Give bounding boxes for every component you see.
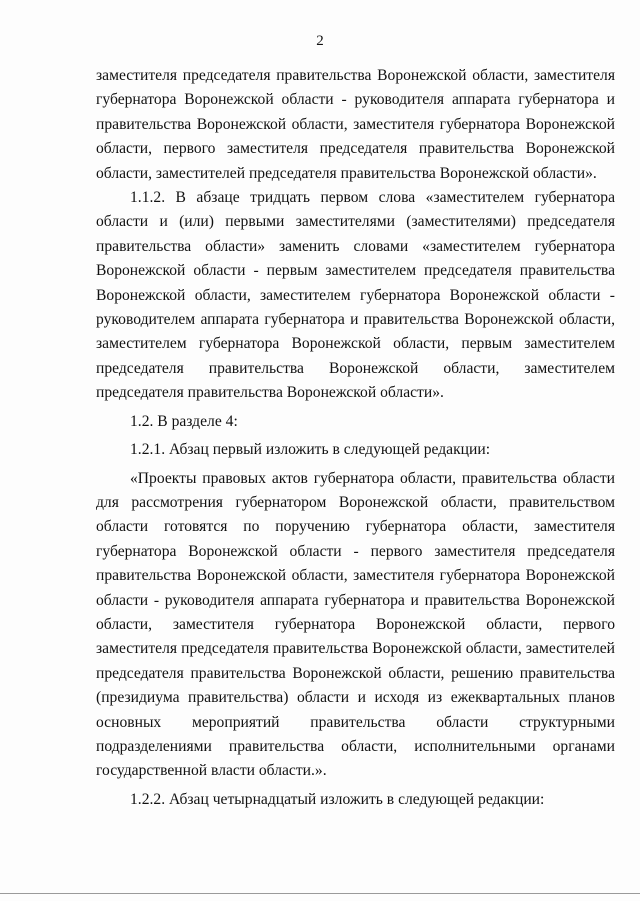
document-body (96, 64, 615, 812)
page-number: 2 (316, 33, 324, 49)
paragraph-1-1-2: 1.1.2. В абзаце тридцать первом слова «заместителем губернатора области и (или) первыми заместителями (заместителями) председателя правительства области» заменить словами «заместителем губернатора Воронежской области - первым заместителем председателя правительства Воронежской области, заместителем губернатора Воронежской области - руководителем аппарата губернатора и правительства Воронежской области, заместителем губернатора Воронежской области, первым заместителем председателя правительства Воронежской области, заместителем председателя правительства Воронежской области». (96, 189, 615, 402)
scan-edge-line (0, 893, 640, 894)
paragraph-continuation: заместителя председателя правительства Воронежской области, заместителя губернатора Воронежской области - руководителя аппарата губернатора и правительства Воронежской области, заместителя губернатора Воронежской области, первого заместителя председателя правительства Воронежской области, заместителей председателя правительства Воронежской области». (96, 67, 615, 182)
paragraph-1-2-2: 1.2.2. Абзац четырнадцатый изложить в следующей редакции: (130, 790, 545, 808)
paragraph-quote: «Проекты правовых актов губернатора области, правительства области для рассмотрения губернатором Воронежской области, правительством области готовятся по поручению губернатора области, заместителя губернатора Воронежской области - первого заместителя председателя правительства Воронежской области, заместителя губернатора Воронежской области - руководителя аппарата губернатора и правительства Воронежской области, заместителя губернатора Воронежской области, первого заместителя председателя правительства Воронежской области, заместителей председателя правительства Воронежской области, решению правительства (президиума правительства) области и исходя из ежеквартальных планов основных мероприятий правительства области структурными подразделениями правительства области, исполнительными органами государственной власти области.». (96, 469, 615, 780)
paragraph-1-2-1: 1.2.1. Абзац первый изложить в следующей редакции: (130, 441, 491, 459)
paragraph-1-2: 1.2. В разделе 4: (130, 412, 238, 430)
